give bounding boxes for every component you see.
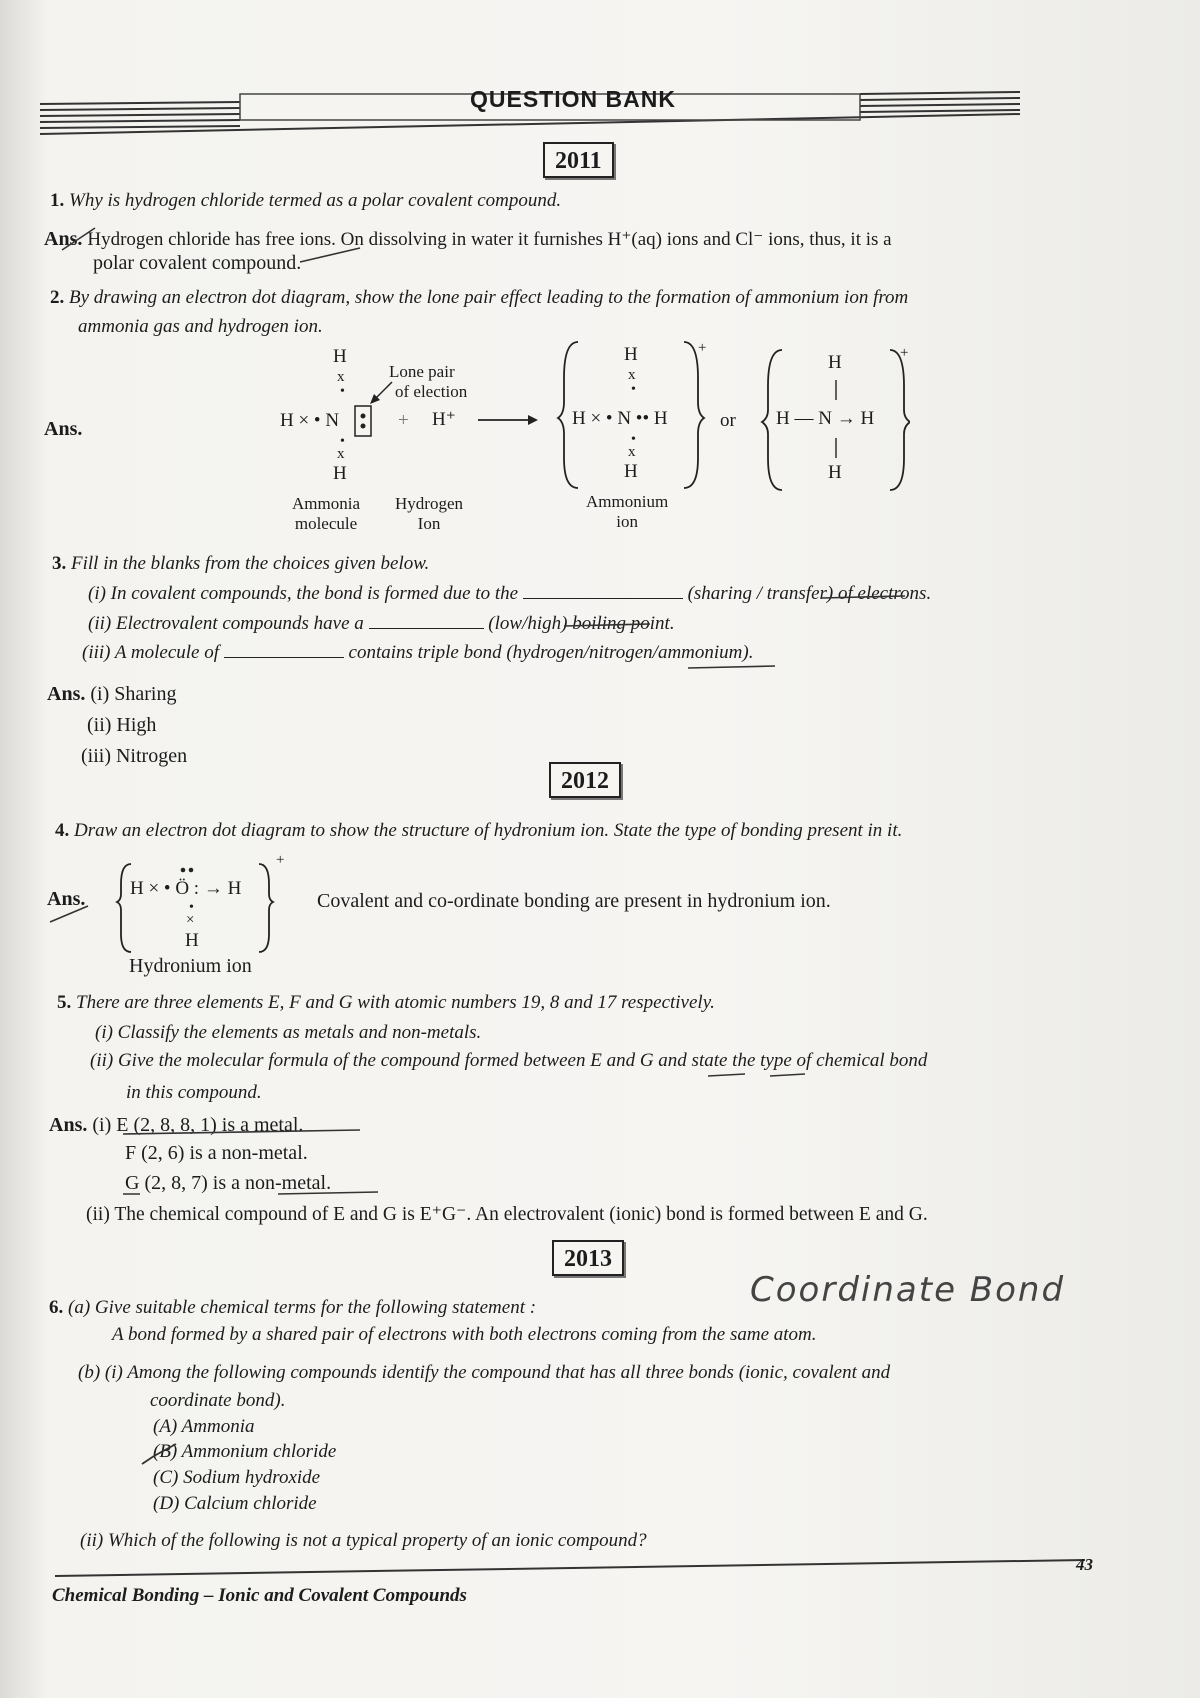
question-3-part-ii-a: (ii) Electrovalent compounds have a xyxy=(88,613,364,634)
question-4-text: Draw an electron dot diagram to show the structure of hydronium ion. State the type of bonding present in it. xyxy=(74,820,903,841)
option-d: (D) Calcium chloride xyxy=(153,1493,317,1514)
question-6-part-a-line2: A bond formed by a shared pair of electrons with both electrons coming from the same atom. xyxy=(112,1324,817,1345)
lone-pair-arrow xyxy=(368,378,398,408)
structural-formula: H — N → H xyxy=(776,408,875,429)
label-hydrogen-line1: Hydrogen xyxy=(395,494,463,513)
answer-3-iii: (iii) Nitrogen xyxy=(81,745,188,767)
question-3-part-i xyxy=(88,583,931,605)
label-ammonium xyxy=(586,492,668,532)
atom-h-bottom: H xyxy=(185,930,199,951)
hydronium-formula: H × • Ö : → H xyxy=(130,878,242,899)
question-6-number: 6. xyxy=(49,1297,64,1318)
question-5 xyxy=(57,992,715,1014)
answer-3-ii: (ii) High xyxy=(87,714,157,736)
question-3-part-iii-b: contains triple bond (hydrogen/nitrogen/ammonium). xyxy=(348,642,754,663)
label-hydrogen xyxy=(395,494,463,534)
question-3 xyxy=(52,553,429,575)
question-5-part-i: (i) Classify the elements as metals and non-metals. xyxy=(95,1022,482,1043)
plus-sign: + xyxy=(398,410,409,431)
answer-3-i xyxy=(47,683,176,706)
question-6-part-a: (a) Give suitable chemical terms for the following statement : xyxy=(68,1297,537,1318)
question-3-part-iii xyxy=(82,642,753,664)
fill-blank xyxy=(369,628,484,629)
option-a: (A) Ammonia xyxy=(153,1416,255,1437)
question-2-line1: By drawing an electron dot diagram, show the lone pair effect leading to the formation of ammonium ion from xyxy=(69,287,909,308)
charge-plus: + xyxy=(698,340,707,356)
atom-h-top: H xyxy=(333,346,347,367)
question-3-part-iii-a: (iii) A molecule of xyxy=(82,642,220,663)
lone-pair-box xyxy=(354,405,374,439)
answer-5-i-line2: F (2, 6) is a non-metal. xyxy=(125,1142,308,1164)
answer-label: Ans. xyxy=(44,228,83,250)
electron-dot: • xyxy=(189,900,194,915)
answer-3-i-text: (i) Sharing xyxy=(90,683,177,705)
header-title: QUESTION BANK xyxy=(470,86,676,112)
fill-blank xyxy=(523,598,683,599)
question-1-text: Why is hydrogen chloride termed as a polar covalent compound. xyxy=(69,190,562,211)
question-4-number: 4. xyxy=(55,820,70,841)
question-3-part-ii xyxy=(88,613,675,635)
lone-pair-label-line1: Lone pair xyxy=(389,362,455,381)
electron-dot: • xyxy=(340,434,345,449)
atom-h-top: H xyxy=(828,352,842,373)
lone-pair-label xyxy=(389,362,467,402)
electron-dot: • xyxy=(340,384,345,399)
question-2-number: 2. xyxy=(50,287,65,308)
charge-plus: + xyxy=(276,852,285,868)
answer-label: Ans. xyxy=(47,683,86,705)
question-6-part-b-ii: (ii) Which of the following is not a typical property of an ionic compound? xyxy=(80,1530,647,1551)
year-badge-2012: 2012 xyxy=(549,762,621,798)
option-b: (B) Ammonium chloride xyxy=(153,1441,337,1462)
label-ammonia-line2: molecule xyxy=(294,514,358,533)
cross-mark: x xyxy=(337,446,345,462)
question-6-part-b-line1: (b) (i) Among the following compounds identify the compound that has all three bonds (ionic, covalent and xyxy=(78,1362,891,1383)
question-3-text: Fill in the blanks from the choices given below. xyxy=(71,553,430,574)
year-badge-2011: 2011 xyxy=(543,142,614,178)
answer-5-i-line1: (i) E (2, 8, 8, 1) is a metal. xyxy=(92,1114,304,1136)
question-3-part-i-a: (i) In covalent compounds, the bond is formed due to the xyxy=(88,583,519,604)
question-6 xyxy=(49,1297,536,1319)
question-3-part-i-b: (sharing / transfer) of electrons. xyxy=(687,583,932,604)
question-2 xyxy=(50,287,908,309)
question-3-number: 3. xyxy=(52,553,67,574)
question-6-part-b-line2: coordinate bond). xyxy=(150,1390,286,1411)
label-hydrogen-line2: Ion xyxy=(417,514,441,533)
answer-5-ii: (ii) The chemical compound of E and G is E⁺G⁻. An electrovalent (ionic) bond is formed between E and G. xyxy=(86,1204,928,1225)
atom-h-bottom: H xyxy=(624,461,638,482)
cross-mark: x xyxy=(628,367,636,383)
question-5-part-ii-line1: (ii) Give the molecular formula of the compound formed between E and G and state the type of chemical bond xyxy=(90,1050,928,1071)
question-2-line2: ammonia gas and hydrogen ion. xyxy=(78,316,323,337)
answer-label: Ans. xyxy=(44,418,83,440)
hydrogen-ion: H⁺ xyxy=(432,409,456,430)
hydronium-label: Hydronium ion xyxy=(129,955,252,977)
ammonia-formula: H × • N xyxy=(280,410,340,431)
atom-h-bottom: H xyxy=(333,463,347,484)
question-1-number: 1. xyxy=(50,190,65,211)
label-ammonium-line2: ion xyxy=(616,512,638,531)
cross-mark: x xyxy=(628,444,636,460)
answer-1-line1: Hydrogen chloride has free ions. On dissolving in water it furnishes H⁺(aq) ions and Cl⁻ ions, thus, it is a xyxy=(87,229,892,250)
page-number: 43 xyxy=(1076,1555,1093,1574)
question-5-part-ii-line2: in this compound. xyxy=(126,1082,262,1103)
label-ammonia xyxy=(292,494,360,534)
cross-mark: x xyxy=(337,369,345,385)
year-badge-2013: 2013 xyxy=(552,1240,624,1276)
cross-mark: × xyxy=(186,912,195,928)
answer-5-i xyxy=(49,1114,303,1137)
question-3-part-ii-b: (low/high) boiling point. xyxy=(488,613,675,634)
label-ammonia-line1: Ammonia xyxy=(292,494,360,513)
atom-h-bottom: H xyxy=(828,462,842,483)
atom-h-top: H xyxy=(624,344,638,365)
footer-rule xyxy=(55,1558,1085,1578)
answer-label: Ans. xyxy=(49,1114,88,1136)
answer-1 xyxy=(44,228,892,251)
lone-pair-label-line2: of election xyxy=(395,382,468,401)
answer-5-i-line3: G (2, 8, 7) is a non-metal. xyxy=(125,1172,332,1194)
answer-4: Covalent and co-ordinate bonding are present in hydronium ion. xyxy=(317,890,831,912)
question-5-text: There are three elements E, F and G with atomic numbers 19, 8 and 17 respectively. xyxy=(76,992,715,1013)
answer-label: Ans. xyxy=(47,888,86,910)
label-ammonium-line1: Ammonium xyxy=(586,492,669,511)
question-5-number: 5. xyxy=(57,992,72,1013)
chapter-title: Chemical Bonding – Ionic and Covalent Compounds xyxy=(52,1585,467,1606)
electron-dot: • xyxy=(631,432,636,447)
question-4 xyxy=(55,820,902,842)
answer-1-line2: polar covalent compound. xyxy=(93,252,302,274)
reaction-arrow xyxy=(478,412,538,428)
or-text: or xyxy=(720,410,736,431)
charge-plus: + xyxy=(900,345,909,361)
question-1 xyxy=(50,190,561,212)
option-c: (C) Sodium hydroxide xyxy=(153,1467,321,1488)
electron-dot: • xyxy=(631,382,636,397)
handwritten-answer: Coordinate Bond xyxy=(750,1270,1066,1310)
fill-blank xyxy=(224,657,344,658)
ammonium-formula: H × • N •• H xyxy=(572,408,668,429)
pen-tick-mark xyxy=(140,1440,180,1470)
